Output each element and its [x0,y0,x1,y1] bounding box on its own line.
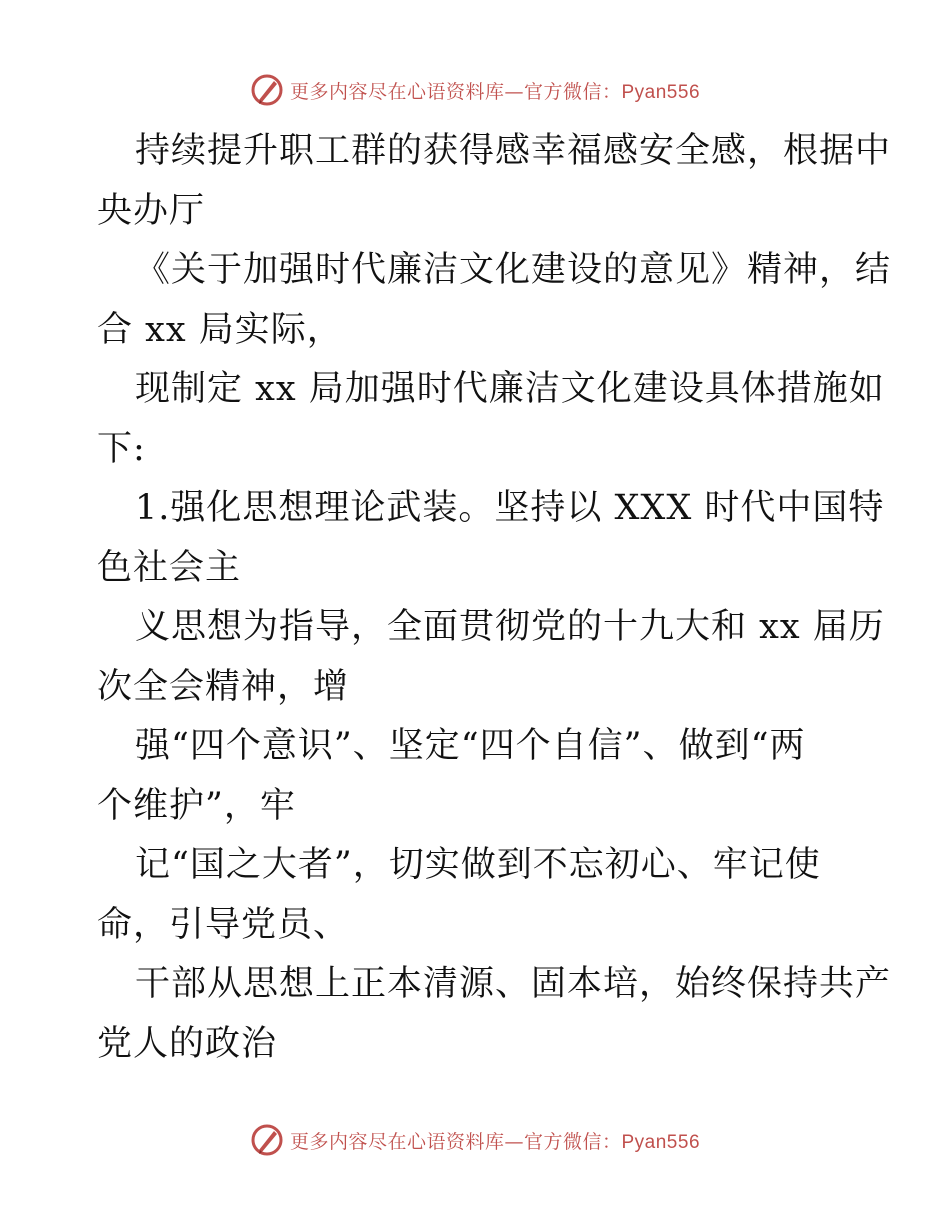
quill-logo-icon [250,73,284,107]
header-wechat-label: 官方微信： [523,80,622,103]
quill-logo-icon [250,1123,284,1157]
footer-wechat-id: Pyan556 [621,1131,701,1153]
body-line: 干部从思想上正本清源、固本培，始终保持共产 [135,964,892,1004]
footer-banner-text [290,1127,700,1154]
header-site-text: 更多内容尽在心语资料库 [289,80,505,103]
header-banner-text [290,77,700,104]
body-line: 持续提升职工群的获得感幸福感安全感，根据中 [135,131,892,171]
body-line: 《关于加强时代廉洁文化建设的意见》精神，结 [135,250,892,290]
header-banner [0,70,950,110]
body-line: 党人的政治 [97,1023,278,1064]
body-line: 央办厅 [97,190,206,231]
header-separator: — [504,80,524,103]
body-line: 色社会主 [97,547,242,588]
footer-banner-content [250,1123,700,1157]
body-line: 下: [97,428,146,469]
body-line: 个维护”，牢 [97,785,296,826]
footer-banner [0,1120,950,1160]
body-line: 义思想为指导，全面贯彻党的十九大和 xx 届历 [135,607,885,647]
footer-separator: — [504,1130,524,1153]
body-line: 1.强化思想理论武装。坚持以 XXX 时代中国特 [135,488,885,528]
body-line: 强“四个意识”、坚定“四个自信”、做到“两 [135,726,806,766]
body-line: 合 xx 局实际， [97,309,343,350]
footer-wechat-label: 官方微信： [523,1130,622,1153]
footer-site-text: 更多内容尽在心语资料库 [289,1130,505,1153]
body-line: 次全会精神，增 [97,666,350,707]
body-line: 记“国之大者”，切实做到不忘初心、牢记使 [135,845,821,885]
body-line: 命，引导党员、 [97,904,350,945]
body-line: 现制定 xx 局加强时代廉洁文化建设具体措施如 [135,369,885,409]
document-body [97,122,892,1074]
header-banner-content [250,73,700,107]
header-wechat-id: Pyan556 [621,81,701,103]
